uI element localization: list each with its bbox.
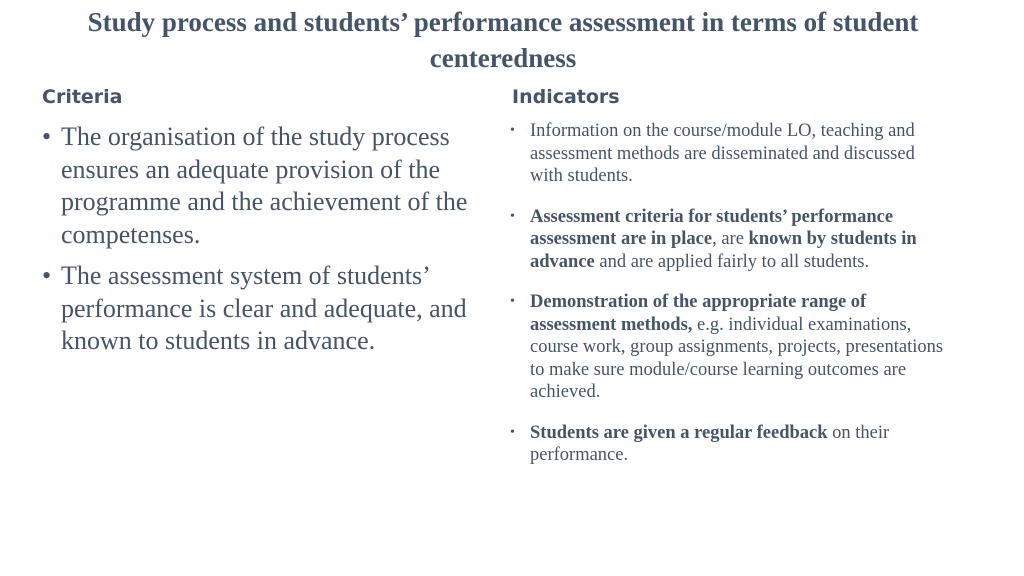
bullet-icon: • [42, 122, 52, 151]
bullet-icon: • [42, 261, 52, 290]
indicator-text: on their performance. [530, 422, 890, 465]
bullet-icon: • [510, 123, 515, 138]
criteria-item [40, 260, 480, 358]
bullet-icon: • [510, 424, 515, 440]
indicators-list [508, 120, 948, 485]
indicator-text: , are [712, 229, 749, 249]
bullet-icon: • [510, 208, 515, 224]
indicator-emphasis: known by students in advance [530, 229, 917, 272]
criteria-item-text: The assessment system of students’ performance is clear and adequate, and known to students in advance. [61, 261, 467, 355]
indicator-text: e.g. individual examinations, course work, group assignments, projects, presentations to make sure module/course learning outcomes are achieved. [530, 314, 944, 402]
criteria-list [40, 121, 480, 367]
bullet-icon: • [510, 294, 515, 309]
indicator-item [508, 120, 948, 188]
criteria-item [40, 121, 480, 251]
criteria-item-text: The organisation of the study process ensures an adequate provision of the programme and the achievement of the competenses. [61, 122, 468, 249]
slide-title: Study process and students’ performance assessment in terms of student centeredness [87, 7, 919, 73]
criteria-heading: Criteria [42, 86, 123, 108]
indicator-text: Information on the course/module LO, teaching and assessment methods are disseminated and discussed with students. [530, 121, 915, 186]
indicator-emphasis: Students are given a regular feedback [530, 422, 828, 443]
indicators-heading: Indicators [512, 86, 620, 108]
indicator-text: and are applied fairly to all students. [594, 251, 870, 272]
indicator-item [508, 291, 948, 404]
indicator-item [508, 422, 948, 467]
indicator-emphasis: Assessment criteria for students’ performance assessment are in place [530, 206, 894, 249]
indicator-item [508, 206, 948, 274]
indicator-emphasis: Demonstration of the appropriate range of assessment methods, [530, 292, 867, 335]
